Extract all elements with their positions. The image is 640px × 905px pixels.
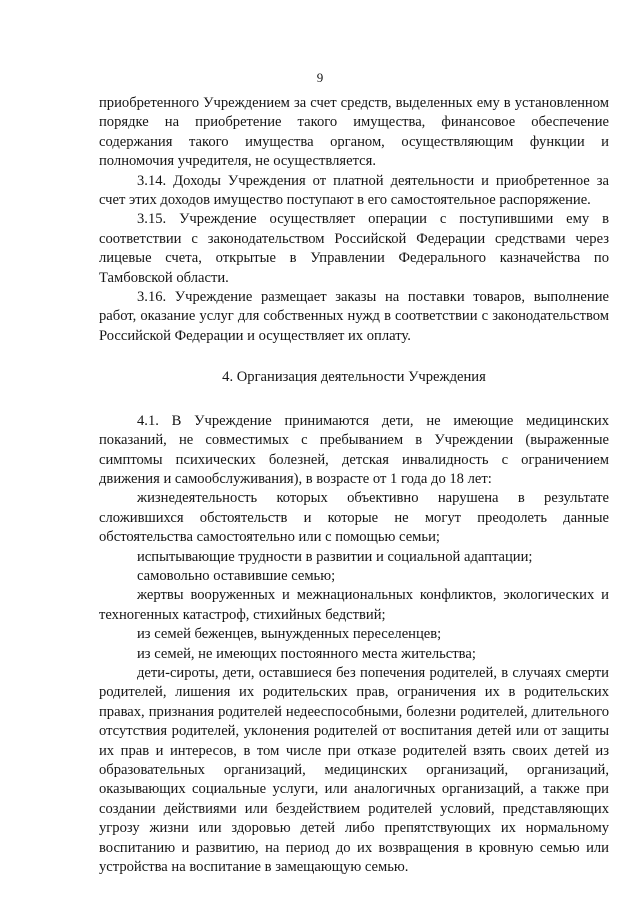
section-3-continuation bbox=[99, 94, 609, 346]
top-paragraph-4: 3.16. Учреждение размещает заказы на поставки товаров, выполнение работ, оказание услуг для собственных нужд в соответствии с законодательством Российской Федерации и осуществляет их оплату. bbox=[99, 289, 609, 344]
section-4-paragraph-8: дети-сироты, дети, оставшиеся без попечения родителей, в случаях смерти родителей, лишения их родительских прав, ограничения их в родительских правах, признания родителей недееспособными, болезни родителей, длительного отсутствия родителей, уклонения родителей от воспитания детей или от защиты их прав и интересов, в том числе при отказе родителей взять своих детей из образовательных организаций, медицинских организаций, организаций, оказывающих социальные услуги, или аналогичных организаций, а также при создании действиями или бездействием родителей условий, представляющих угрозу жизни или здоровью детей либо препятствующих их нормальному воспитанию и развитию, на период до их возвращения в кровную семью или устройства на воспитание в замещающую семью. bbox=[99, 664, 609, 876]
section-4-paragraph-1: 4.1. В Учреждение принимаются дети, не имеющие медицинских показаний, не совместимых с пребыванием в Учреждении (выраженные симптомы психических болезней, детская инвалидность с ограничением движения и самообслуживания), в возрасте от 1 года до 18 лет: bbox=[99, 412, 609, 487]
section-4-paragraph-6: из семей беженцев, вынужденных переселенцев; bbox=[137, 626, 442, 643]
section-heading: 4. Организация деятельности Учреждения bbox=[222, 369, 486, 386]
section-4-paragraph-7: из семей, не имеющих постоянного места жительства; bbox=[137, 645, 476, 662]
section-4-paragraph-2: жизнедеятельность которых объективно нарушена в результате сложившихся обстоятельств и которые не могут преодолеть данные обстоятельства самостоятельно или с помощью семьи; bbox=[99, 490, 609, 546]
section-4-paragraph-5: жертвы вооруженных и межнациональных конфликтов, экологических и техногенных катастроф, стихийных бедствий; bbox=[99, 587, 609, 623]
top-paragraph-2: 3.14. Доходы Учреждения от платной деятельности и приобретенное за счет этих доходов имущество поступают в его самостоятельное распоряжение. bbox=[99, 172, 609, 209]
section-4-paragraph-4: самовольно оставившие семью; bbox=[137, 567, 336, 584]
document-body bbox=[99, 94, 609, 877]
section-4-paragraph-3: испытывающие трудности в развитии и социальной адаптации; bbox=[137, 548, 533, 565]
top-paragraph-1: приобретенного Учреждением за счет средств, выделенных ему в установленном порядке на приобретение такого имущества, финансовое обеспечение содержания такого имущества органом, осуществляющим функции и полномочия учредителя, не осуществляется. bbox=[99, 95, 609, 170]
section-4-body bbox=[99, 412, 609, 878]
top-paragraph-3: 3.15. Учреждение осуществляет операции с поступившими ему в соответствии с законодательством Российской Федерации средствами через лицевые счета, открытые в Управлении Федерального казначейства по Тамбовской области. bbox=[99, 211, 609, 286]
page-number: 9 bbox=[316, 70, 324, 85]
